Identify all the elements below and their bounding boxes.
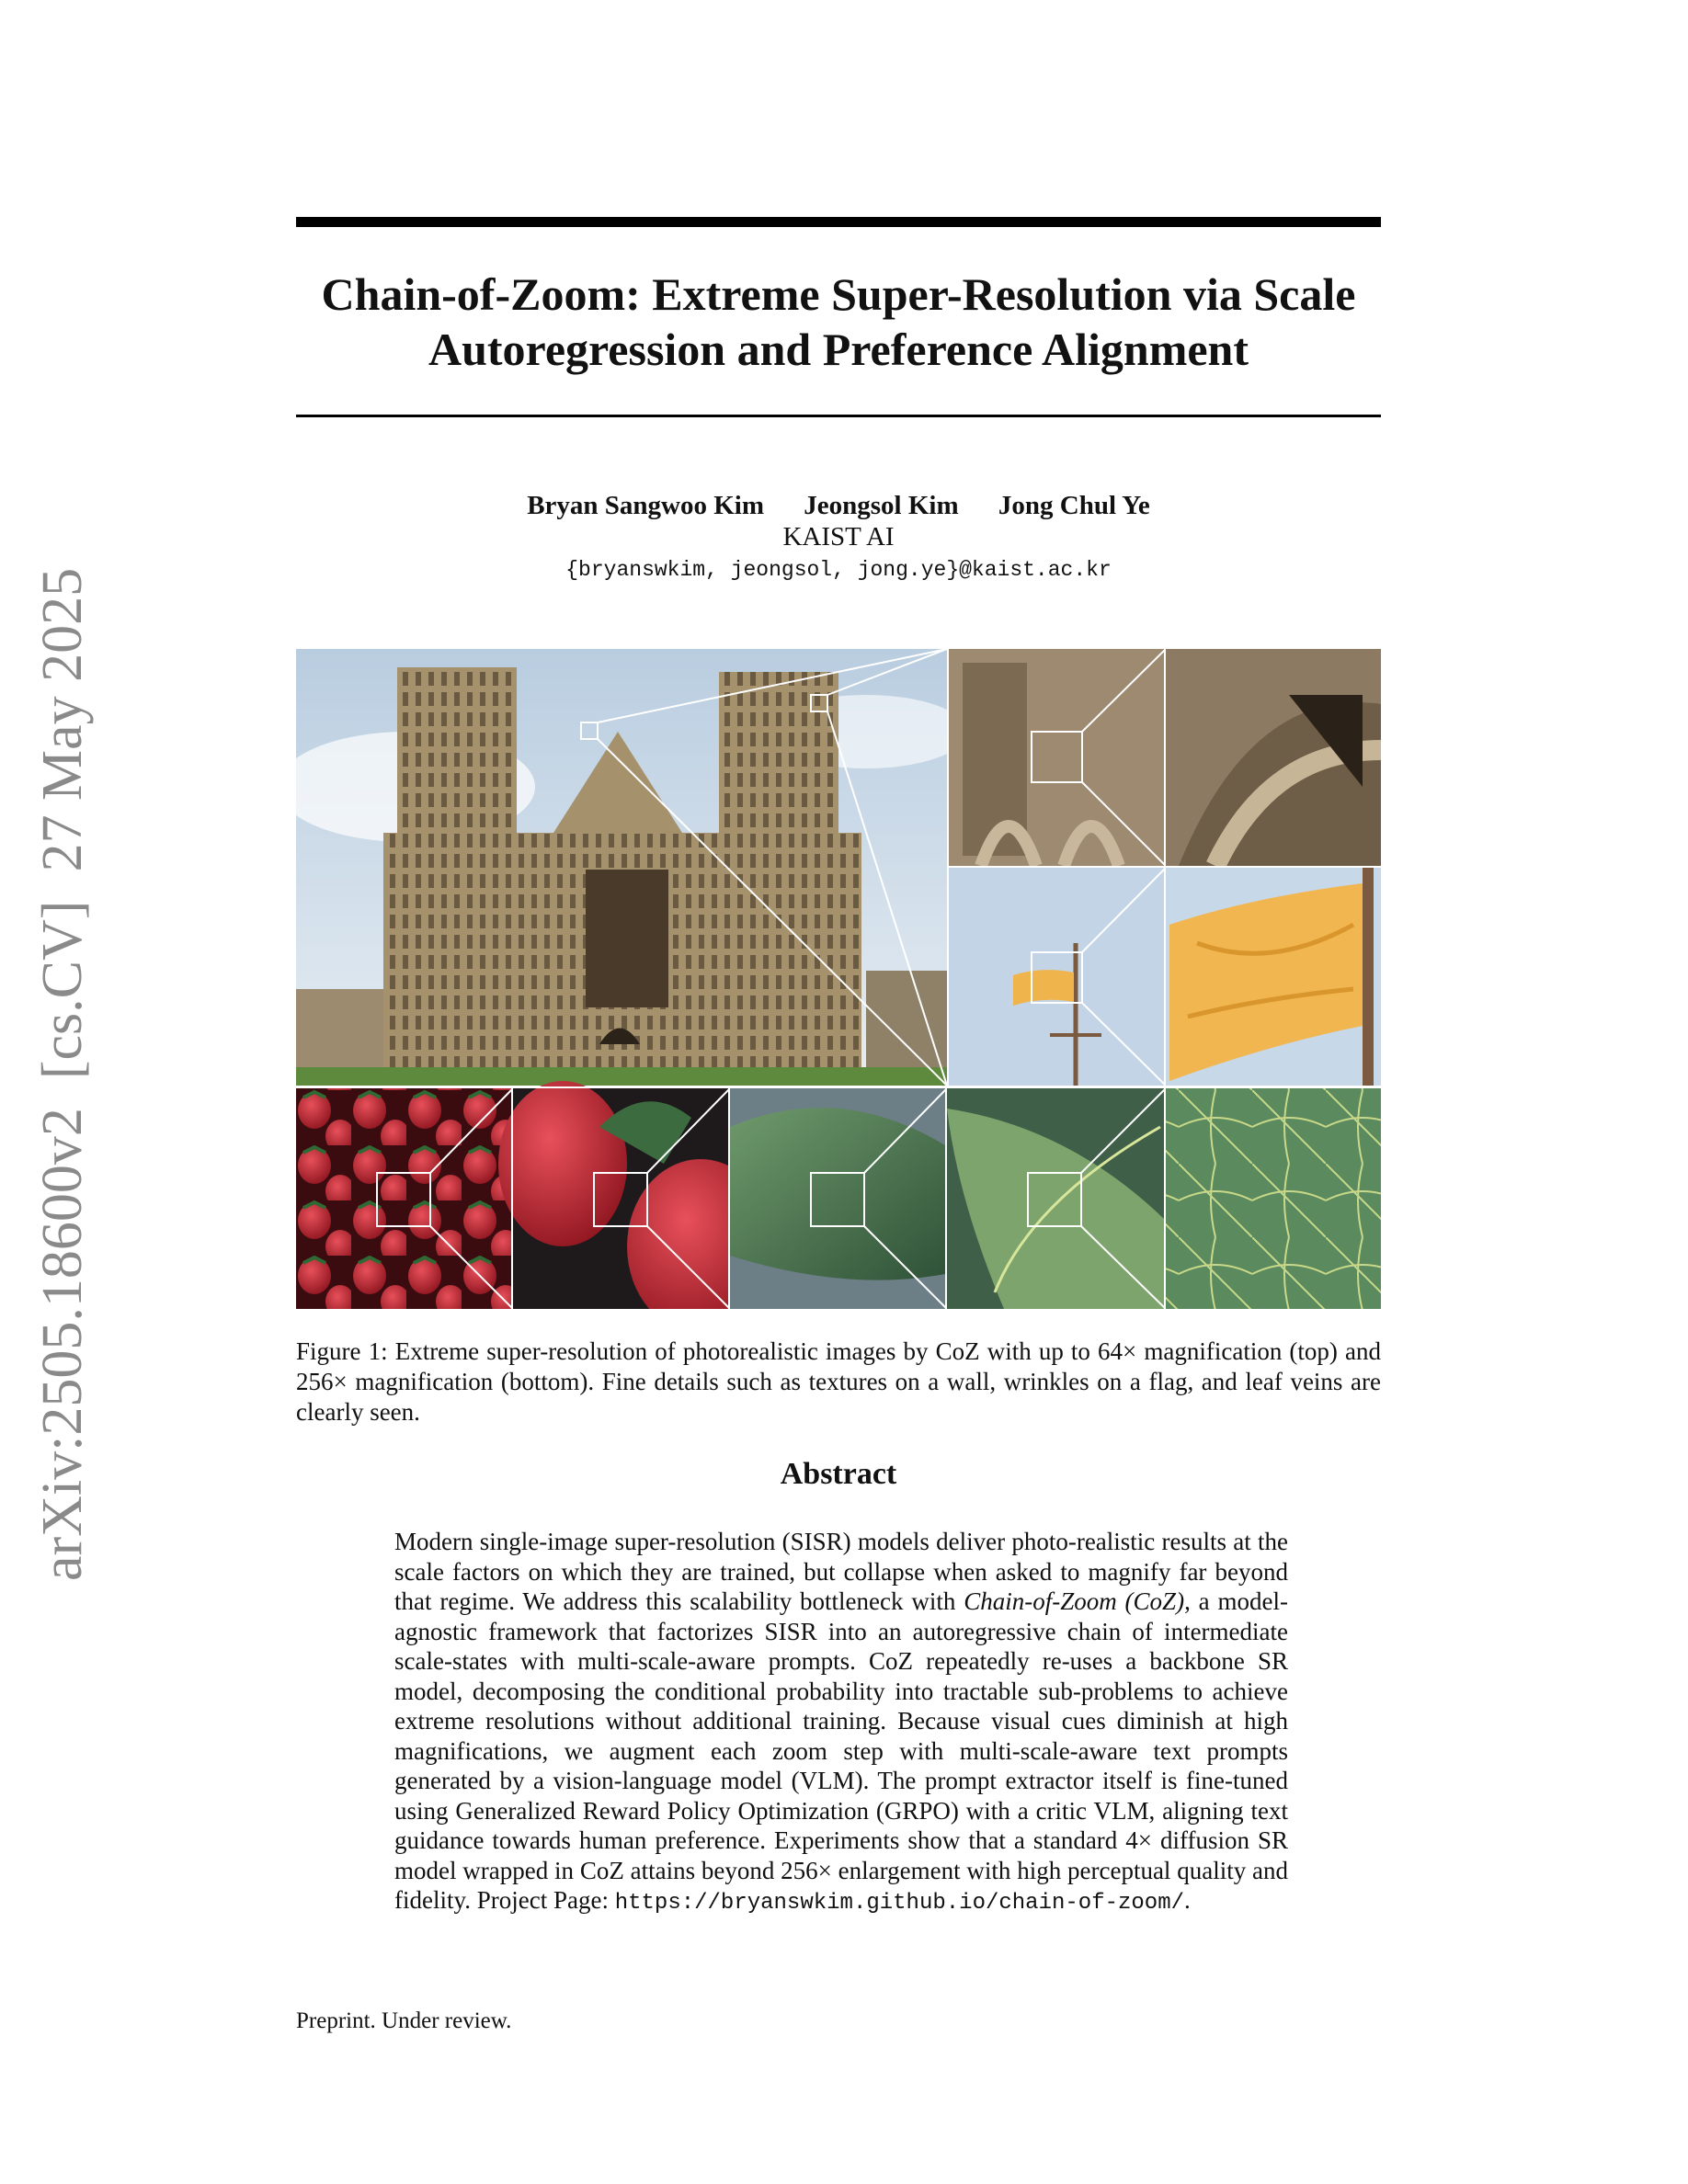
figure-1-caption: Figure 1: Extreme super-resolution of photorealistic images by CoZ with up to 64× magnification (top) and 256× magnification (bottom). Fine details such as textures on a wall, wrinkles on a flag, and leaf veins are clearly seen. (296, 1337, 1381, 1426)
abstract-text-2: , a model-agnostic framework that factorizes SISR into an autoregressive chain of intermediate scale-states with multi-scale-aware prompts. CoZ repeatedly re-uses a backbone SR model, decomposing the conditional probability into tractable sub-problems to achieve extreme resolutions without additional training. Because visual cues diminish at high magnifications, we augment each zoom step with multi-scale-aware text prompts generated by a vision-language model (VLM). The prompt extractor itself is fine-tuned using Generalized Reward Policy Optimization (GRPO) with a critic VLM, aligning text guidance towards human preference. Experiments show that a standard 4× diffusion SR model wrapped in CoZ attains beyond 256× enlargement with high perceptual quality and fidelity. Project Page: (394, 1587, 1288, 1914)
project-page-link[interactable]: https://bryanswkim.github.io/chain-of-zoom/ (614, 1891, 1185, 1916)
arxiv-side-identifier: arXiv:2505.18600v2 [cs.CV] 27 May 2025 (31, 567, 94, 1581)
author-names (296, 490, 1381, 521)
author-1: Bryan Sangwoo Kim (527, 491, 765, 520)
title-line-2: Autoregression and Preference Alignment (428, 324, 1249, 375)
paper-title (296, 267, 1381, 377)
preprint-note: Preprint. Under review. (296, 2008, 512, 2033)
author-2: Jeongsol Kim (804, 491, 959, 520)
title-line-1: Chain-of-Zoom: Extreme Super-Resolution via Scale (321, 268, 1356, 320)
abstract-text-1: Modern single-image super-resolution (SISR) models deliver photo-realistic results at the scale factors on which they are trained, but collapse when asked to magnify far beyond that regime. We address this scalability bottleneck with (394, 1528, 1288, 1615)
author-block (296, 490, 1381, 586)
abstract-body (394, 1527, 1288, 1919)
title-rule-bottom (296, 415, 1381, 417)
abstract-heading: Abstract (780, 1457, 897, 1491)
figure-1-image (296, 649, 1381, 1309)
author-emails: {bryanswkim, jeongsol, jong.ye}@kaist.ac.kr (565, 558, 1112, 582)
author-3: Jong Chul Ye (998, 491, 1150, 520)
abstract-emphasis: Chain-of-Zoom (CoZ) (964, 1587, 1185, 1615)
affiliation: KAIST AI (782, 522, 895, 552)
title-rule-top (296, 217, 1381, 227)
figure-1 (296, 649, 1381, 1309)
abstract-end: . (1184, 1886, 1191, 1914)
